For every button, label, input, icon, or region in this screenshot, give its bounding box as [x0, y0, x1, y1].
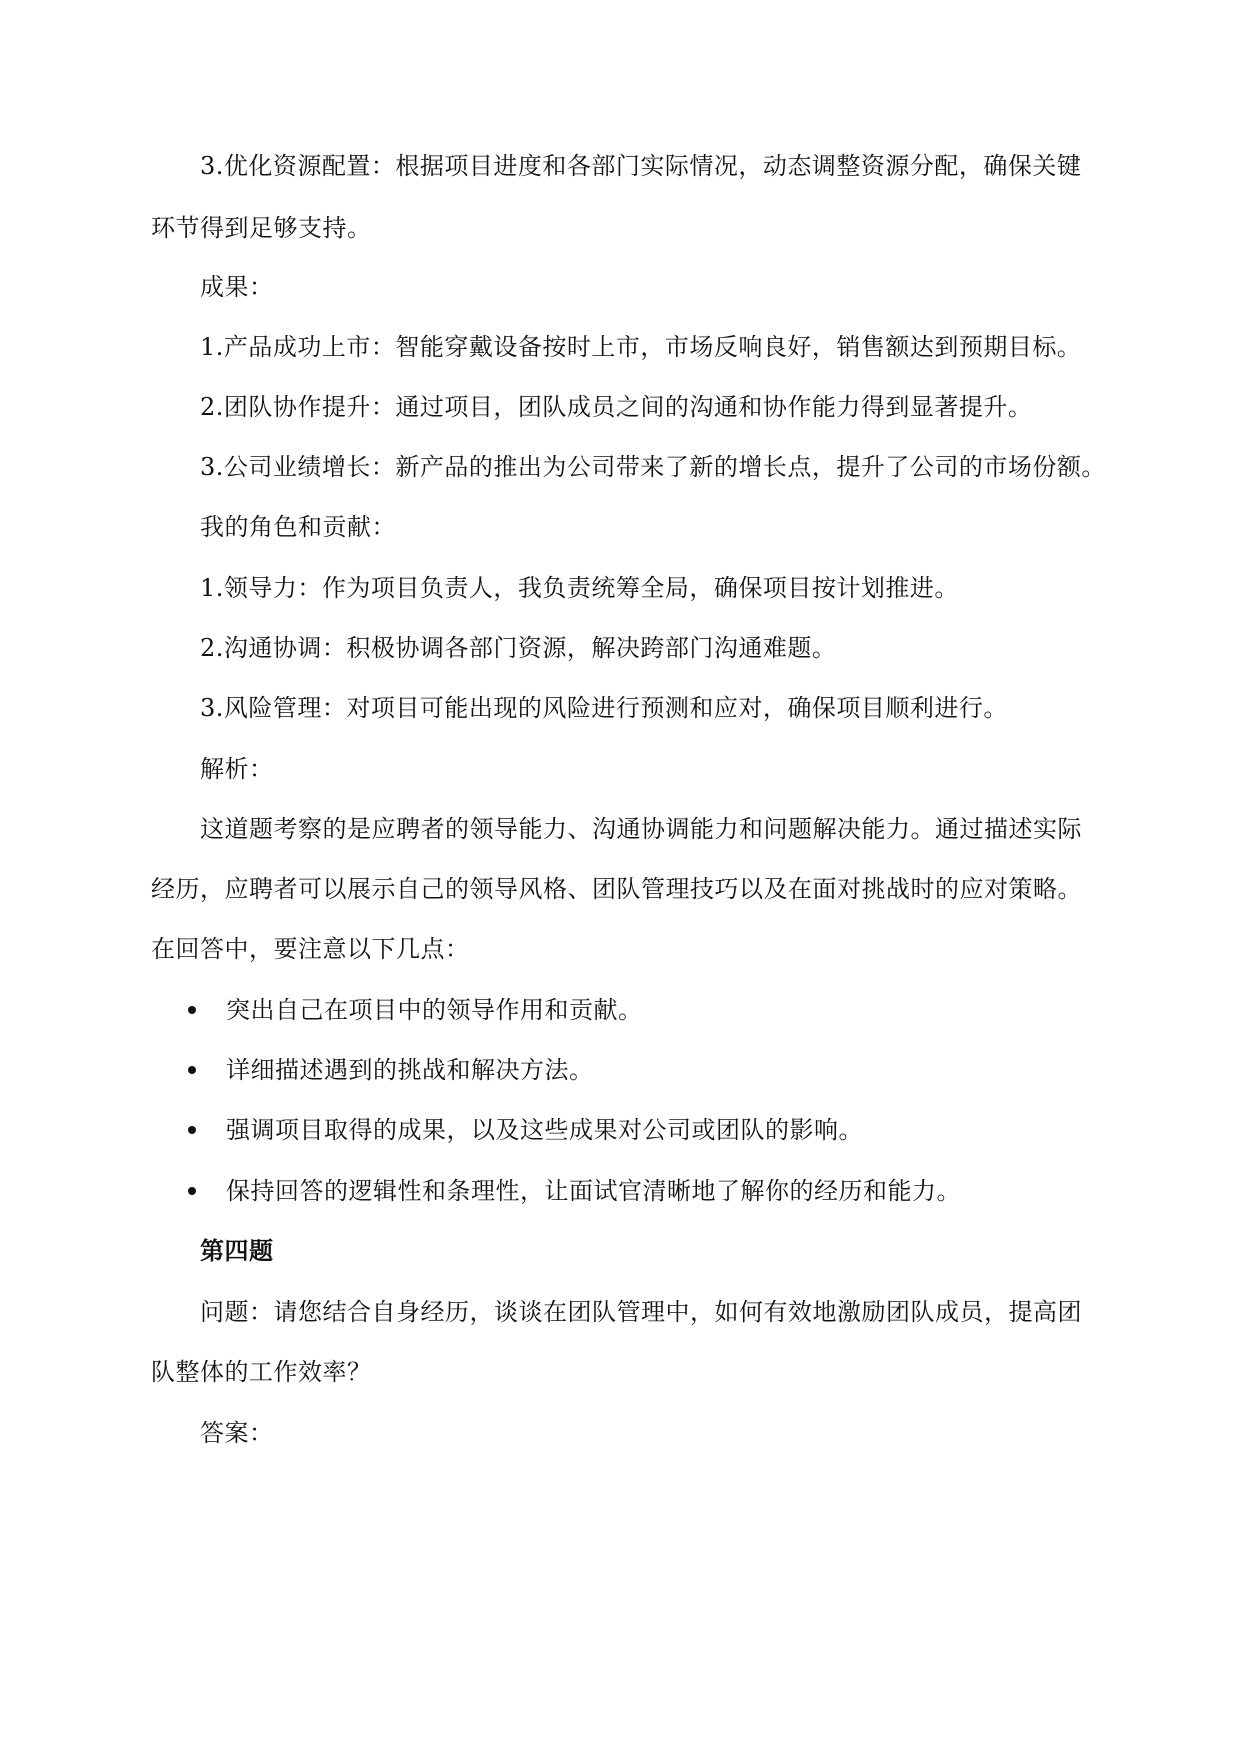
role-heading: 我的角色和贡献：	[200, 513, 396, 541]
bullet-dot-icon	[188, 1126, 196, 1134]
bullet-dot-icon	[188, 1187, 196, 1195]
bullet-item-1: 突出自己在项目中的领导作用和贡献。	[226, 996, 643, 1024]
role-item-3: 3.风险管理：对项目可能出现的风险进行预测和应对，确保项目顺利进行。	[200, 694, 1008, 722]
question-4-heading: 第四题	[200, 1236, 274, 1265]
result-item-2: 2.团队协作提升：通过项目，团队成员之间的沟通和协作能力得到显著提升。	[200, 393, 1033, 421]
bullet-item-4: 保持回答的逻辑性和条理性，让面试官清晰地了解你的经历和能力。	[226, 1177, 961, 1205]
analysis-line-3: 在回答中，要注意以下几点：	[151, 935, 470, 963]
analysis-line-2: 经历，应聘者可以展示自己的领导风格、团队管理技巧以及在面对挑战时的应对策略。	[151, 875, 1082, 903]
bullet-dot-icon	[188, 1066, 196, 1074]
bullet-dot-icon	[188, 1006, 196, 1014]
analysis-line-1: 这道题考察的是应聘者的领导能力、沟通协调能力和问题解决能力。通过描述实际	[200, 815, 1082, 843]
bullet-item-3: 强调项目取得的成果，以及这些成果对公司或团队的影响。	[226, 1116, 863, 1144]
analysis-heading: 解析：	[200, 755, 274, 783]
question-4-line-1: 问题：请您结合自身经历，谈谈在团队管理中，如何有效地激励团队成员，提高团	[200, 1298, 1082, 1326]
results-heading: 成果：	[200, 273, 274, 301]
answer-heading: 答案：	[200, 1419, 274, 1447]
question-4-line-2: 队整体的工作效率？	[151, 1358, 372, 1386]
role-item-1: 1.领导力：作为项目负责人，我负责统筹全局，确保项目按计划推进。	[200, 574, 959, 602]
paragraph-resource-line-2: 环节得到足够支持。	[151, 214, 372, 242]
result-item-1: 1.产品成功上市：智能穿戴设备按时上市，市场反响良好，销售额达到预期目标。	[200, 333, 1082, 361]
role-item-2: 2.沟通协调：积极协调各部门资源，解决跨部门沟通难题。	[200, 634, 837, 662]
bullet-item-2: 详细描述遇到的挑战和解决方法。	[226, 1056, 594, 1084]
paragraph-resource-line-1: 3.优化资源配置：根据项目进度和各部门实际情况，动态调整资源分配，确保关键	[200, 152, 1082, 180]
result-item-3: 3.公司业绩增长：新产品的推出为公司带来了新的增长点，提升了公司的市场份额。	[200, 453, 1106, 481]
